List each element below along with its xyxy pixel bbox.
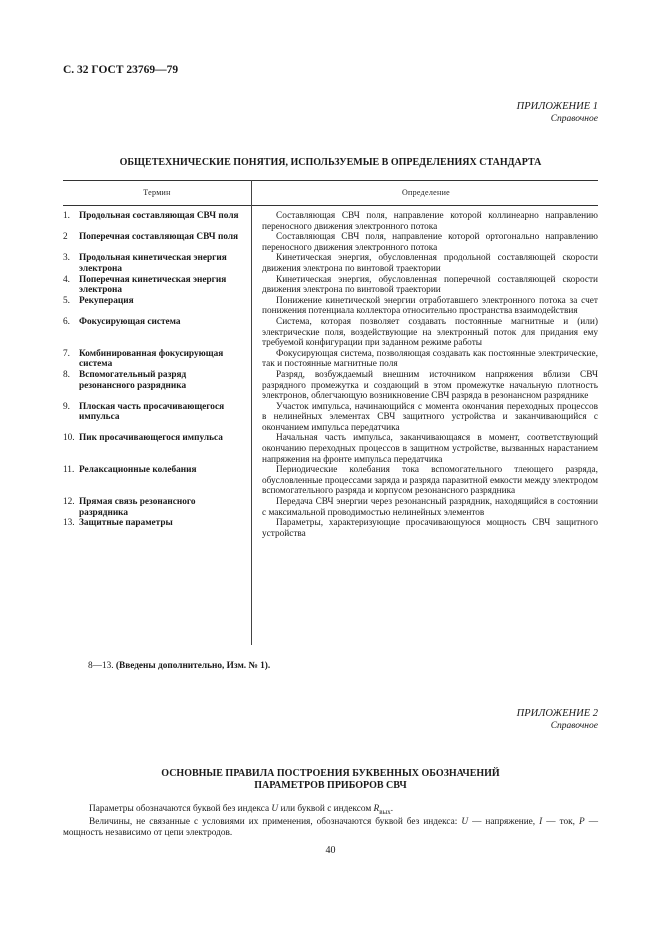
table-row [63,253,598,274]
term-label: Прямая связь резонансного разрядника [79,497,196,518]
definition-cell: Кинетическая энергия, обусловленная поперечной составляющей скорости движения электрона по винтовой траектории [262,274,598,296]
term-label: Поперечная кинетическая энергия электрона [79,274,227,296]
term-label: Комбинированная фокусирующая система [79,348,224,370]
table-row [63,497,598,518]
page-header: С. 32 ГОСТ 23769—79 [63,64,179,76]
term-cell [63,211,247,232]
appendix-1-label [517,101,598,125]
definition-cell: Понижение кинетической энергии отработавшего электронного потока за счет понижения потенциала коллектора относительно пространства взаимодействия [262,295,598,317]
table-row [63,232,598,253]
section-1-title: ОБЩЕТЕХНИЧЕСКИЕ ПОНЯТИЯ, ИСПОЛЬЗУЕМЫЕ В ОПРЕДЕЛЕНИЯХ СТАНДАРТА [119,157,542,168]
table-row [63,518,598,539]
term-label: Защитные параметры [79,518,173,529]
term-cell [63,497,247,518]
term-cell [63,232,247,253]
section-2-title-line-2: ПАРАМЕТРОВ ПРИБОРОВ СВЧ [254,780,407,791]
definition-cell: Система, которая позволяет создавать постоянные магнитные и (или) электрические поля, воздействующие на электронный поток для придания ему требуемой конфигурации при заданном режиме работы [262,316,598,349]
term-number: 3. [63,253,70,264]
table-row [63,370,598,402]
table-row [63,317,598,349]
terms-table-body [63,211,598,539]
table-row [63,211,598,232]
appendix-1-sub: Справочное [550,114,598,124]
term-label: Пик просачивающегося импульса [79,433,223,444]
definition-cell: Фокусирующая система, позволяющая создавать как постоянные электрические, так и постоянные магнитные поля [262,348,598,370]
term-label: Релаксационные колебания [79,465,197,476]
definition-cell: Составляющая СВЧ поля, направление которой коллинеарно направлению переносного движения электронного потока [262,211,598,232]
term-label: Вспомогательный разряд резонансного разрядника [79,369,187,391]
definition-cell: Периодические колебания тока вспомогательного тлеющего разряда, обусловленные процессами заряда и разряда паразитной емкости между электродом вспомогательного разряда и корпусом резонансного разрядника [262,465,598,497]
term-label: Поперечная составляющая СВЧ поля [79,232,239,243]
column-header-definition: Определение [401,188,451,197]
term-cell [63,296,247,317]
appendix-2-sub: Справочное [550,721,598,731]
amendment-note [88,661,270,671]
definition-cell: Составляющая СВЧ поля, направление которой ортогонально направлению переносного движения электронного потока [262,232,598,253]
definition-cell: Разряд, возбуждаемый внешним источником напряжения вблизи СВЧ разрядного промежутка и создающий в этом промежутке начальную плотность электронов, облегчающую возникновение СВЧ разряда в резонансном разряднике [262,369,598,402]
term-cell [63,433,247,465]
term-number: 6. [63,316,70,327]
table-row [63,433,598,465]
term-number: 13. [63,518,75,529]
paragraph-1: Параметры обозначаются буквой без индекса U или буквой с индексом $R_{вых}$. [89,804,394,816]
term-label: Рекуперация [79,295,134,306]
page-number: 40 [325,845,336,856]
term-cell [63,253,247,274]
appendix-2-label [517,708,598,732]
term-number: 11. [63,465,75,476]
term-cell [63,275,247,296]
section-2-title [63,768,598,792]
amendment-range: 8—13. [88,661,114,671]
term-label: Продольная составляющая СВЧ поля [79,211,239,221]
definition-cell: Параметры, характеризующие просачивающуюся мощность СВЧ защитного устройства [262,518,598,539]
term-number: 5. [63,295,70,306]
term-cell [63,465,247,497]
term-cell [63,370,247,402]
term-number: 9. [63,401,70,412]
definition-cell: Кинетическая энергия, обусловленная продольной составляющей скорости движения электрона по винтовой траектории [262,253,598,274]
term-label: Фокусирующая система [79,316,181,327]
table-row [63,349,598,370]
term-number: 10. [63,433,75,444]
term-label: Плоская часть просачивающегося импульса [79,401,225,423]
definition-cell: Начальная часть импульса, заканчивающаяся в момент, соответствующий окончанию переходных процессов в защитном устройстве, вызванных нарастанием напряжения на фронте импульса передатчика [262,433,598,465]
term-number: 7. [63,348,70,359]
amendment-text: (Введены дополнительно, Изм. № 1). [115,661,271,671]
table-row [63,402,598,434]
section-2-title-line-1: ОСНОВНЫЕ ПРАВИЛА ПОСТРОЕНИЯ БУКВЕННЫХ ОБОЗНАЧЕНИЙ [161,768,500,779]
definition-cell: Участок импульса, начинающийся с момента окончания переходных процессов в нелинейных элементах СВЧ защитного устройства и заканчивающийся с окончанием импульса передатчика [262,401,598,433]
paragraph-2: Величины, не связанные с условиями их применения, обозначаются буквой без индекса: U — напряжение, I — ток, P — мощность независимо от цепи электродов. [63,817,599,838]
definition-cell: Передача СВЧ энергии через резонансный разрядник, находящийся в состоянии с максимальной проводимостью нелинейных элементов [262,497,598,518]
term-label: Продольная кинетическая энергия электрона [79,253,227,274]
appendix-2-title: ПРИЛОЖЕНИЕ 2 [516,708,598,719]
term-cell [63,402,247,434]
term-cell [63,349,247,370]
term-number: 12. [63,497,75,508]
table-header [63,180,598,206]
term-number: 8. [63,369,70,380]
table-row [63,465,598,497]
term-number: 2 [63,232,68,243]
appendix-1-title: ПРИЛОЖЕНИЕ 1 [516,101,598,112]
column-header-term: Термин [143,188,171,197]
table-row [63,275,598,296]
table-row [63,296,598,317]
term-number: 1. [63,211,70,221]
term-cell [63,317,247,349]
term-number: 4. [63,274,70,285]
term-cell [63,518,247,539]
